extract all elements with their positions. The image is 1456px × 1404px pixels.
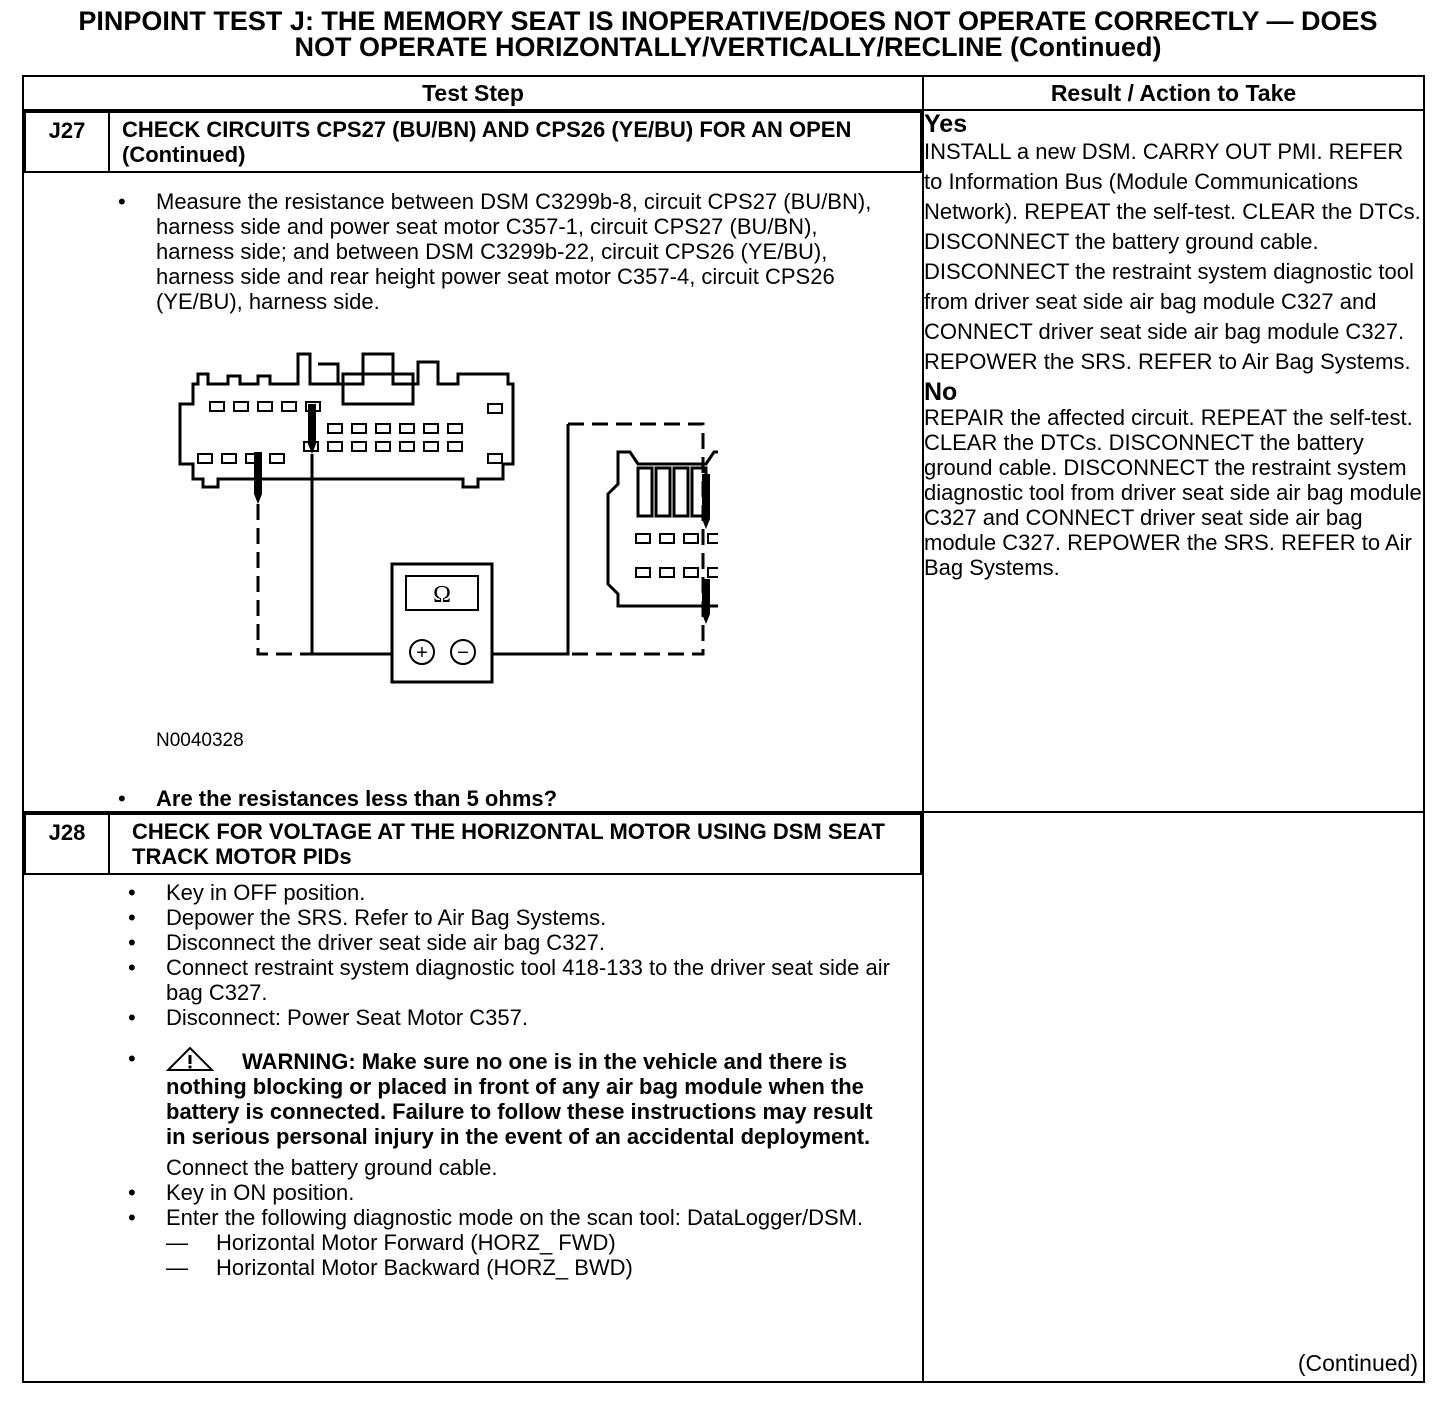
table-header-row xyxy=(23,76,1424,110)
yes-action: INSTALL a new DSM. CARRY OUT PMI. REFER to Information Bus (Module Communications Network). REPEAT the self-test. CLEAR the DTCs. DISCONNECT the battery ground cable. DISCONNECT the restraint system diagnostic tool from driver seat side air bag module C327 and CONNECT driver seat side air bag module C327. REPOWER the SRS. REFER to Air Bag Systems. xyxy=(924,139,1421,374)
list-item: • Disconnect the driver seat side air bag C327. xyxy=(128,930,606,955)
list-item: • Disconnect: Power Seat Motor C357. xyxy=(128,1005,528,1030)
col-header-test-step: Test Step xyxy=(23,76,923,110)
step-body-j27 xyxy=(24,173,922,811)
minus-terminal: − xyxy=(457,642,469,664)
dash-list xyxy=(128,1230,892,1280)
list-item: • Enter the following diagnostic mode on the scan tool: DataLogger/DSM. xyxy=(128,1205,864,1230)
bullet-icon: • xyxy=(118,189,126,214)
list-item: • Key in ON position. xyxy=(128,1180,355,1205)
continued-label: (Continued) xyxy=(1297,1350,1418,1376)
col-header-result: Result / Action to Take xyxy=(923,76,1424,110)
step-cell-j28 xyxy=(23,812,923,1382)
warning-item: • WARNING: Make sure no one is in the vehicle and there is nothing blocking or placed in front of any air bag module when the battery is connected. Failure to follow these instructions may result in serious personal injury in the event of an accidental deployment. Connect the battery ground cable. xyxy=(128,1046,892,1180)
no-heading: No xyxy=(924,378,958,406)
step-row-j28 xyxy=(23,812,1424,1382)
bullet-icon: • xyxy=(128,1205,136,1230)
title-line-2: NOT OPERATE HORIZONTALLY/VERTICALLY/RECLINE (Continued) xyxy=(294,32,1162,62)
figure-id: N0040328 xyxy=(156,730,244,751)
no-action: REPAIR the affected circuit. REPEAT the self-test. CLEAR the DTCs. DISCONNECT the battery ground cable. DISCONNECT the restraint system diagnostic tool from driver seat side air bag module C327 and CONNECT driver seat side air bag module C327. REPOWER the SRS. REFER to Air Bag Systems. xyxy=(924,405,1422,580)
list-item: — Horizontal Motor Forward (HORZ_ FWD) xyxy=(166,1230,616,1255)
yes-heading: Yes xyxy=(924,110,968,138)
dash-icon: — xyxy=(166,1255,188,1280)
ohm-symbol: Ω xyxy=(433,582,451,608)
step-cell-j27 xyxy=(23,110,923,812)
bullet-icon: • xyxy=(128,1005,136,1030)
list-item: • Depower the SRS. Refer to Air Bag Systems. xyxy=(128,905,607,930)
list-item: • Are the resistances less than 5 ohms? xyxy=(118,786,558,811)
step-body-j28 xyxy=(24,875,922,1340)
pinpoint-table xyxy=(22,75,1425,1383)
bullet-icon: • xyxy=(128,1046,136,1071)
bullet-icon: • xyxy=(128,880,136,905)
plus-terminal: + xyxy=(416,642,428,664)
result-cell-j27 xyxy=(923,110,1424,812)
circuit-diagram xyxy=(158,344,718,724)
title-line-1: PINPOINT TEST J: THE MEMORY SEAT IS INOPERATIVE/DOES NOT OPERATE CORRECTLY — DOES xyxy=(78,6,1378,36)
bullet-icon: • xyxy=(128,930,136,955)
bullet-icon: • xyxy=(128,955,136,980)
list-item: • Key in OFF position. xyxy=(128,880,366,905)
step-row-j27 xyxy=(23,110,1424,812)
bullet-icon: • xyxy=(118,786,126,811)
bullet-icon: • xyxy=(128,905,136,930)
list-item: • Connect restraint system diagnostic tool 418-133 to the driver seat side air bag C327. xyxy=(128,955,890,1005)
warning-triangle-icon xyxy=(166,1046,214,1072)
page-title xyxy=(0,8,1456,60)
list-item: — Horizontal Motor Backward (HORZ_ BWD) xyxy=(166,1255,633,1280)
list-item: • Measure the resistance between DSM C3299b-8, circuit CPS27 (BU/BN), harness side and power seat motor C357-1, circuit CPS27 (BU/BN), harness side; and between DSM C3299b-22, circuit CPS26 (YE/BU), harness side and rear height power seat motor C357-4, circuit CPS26 (YE/BU), harness side. xyxy=(118,189,872,314)
step-number: J27 xyxy=(25,112,109,172)
step-number: J28 xyxy=(25,814,109,874)
bullet-icon: • xyxy=(128,1180,136,1205)
dash-icon: — xyxy=(166,1230,188,1255)
after-warning-text: Connect the battery ground cable. xyxy=(166,1155,498,1180)
step-title: CHECK FOR VOLTAGE AT THE HORIZONTAL MOTOR USING DSM SEAT TRACK MOTOR PIDs xyxy=(109,814,921,874)
step-title: CHECK CIRCUITS CPS27 (BU/BN) AND CPS26 (YE/BU) FOR AN OPEN (Continued) xyxy=(109,112,921,172)
result-cell-j28 xyxy=(923,812,1424,1382)
